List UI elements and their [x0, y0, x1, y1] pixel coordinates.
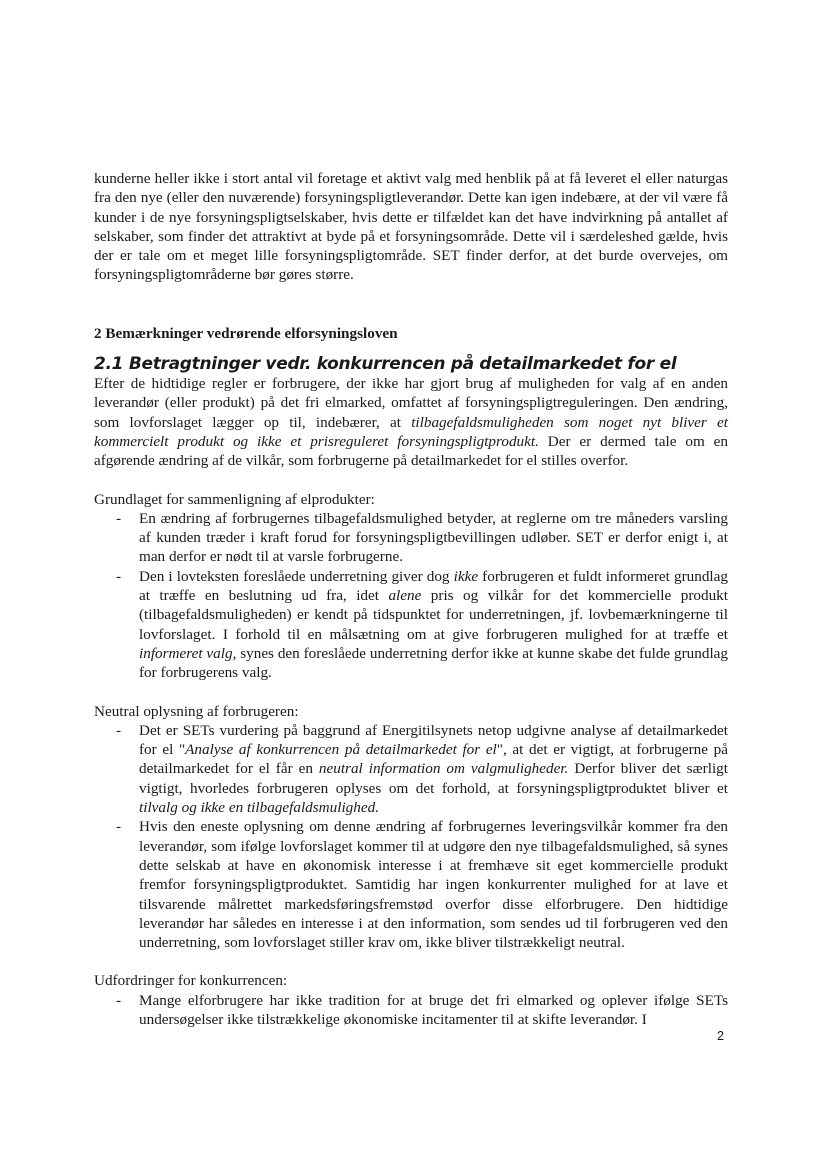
- dash-bullet: -: [116, 567, 122, 585]
- list-item-italic-text: tilvalg og ikke en tilbagefaldsmulighed.: [139, 799, 379, 817]
- list-item-text: En ændring af forbrugernes tilbagefaldsmulighed betyder, at reglerne om tre måneders varsling af kunden træder i kraft forud for forsyningspligtbevillingen udløber. SET er derfor enigt i, at man derfor er nødt til at varsle forbrugerne.: [139, 509, 728, 566]
- paragraph-text: Efter de hidtidige regler er forbrugere, der ikke har gjort brug af muligheden for valg af en anden leverandør (eller produkt) på det fri elmarked, omfattet af forsyningspligtreguleringen. Den ændring, som lovforslaget lægger op til, indebærer, at: [94, 375, 728, 431]
- list-item-text: Derfor bliver det særligt vigtigt, hvorledes forbrugeren oplyses om det forhold, at forsyningspligtproduktet bliver et: [139, 760, 728, 797]
- dash-bullet: -: [116, 991, 122, 1009]
- list-item-text: pris og vilkår for det kommercielle produkt (tilbagefaldsmuligheden) er kendt på tidspunktet for underretningen, jf. lovbemærkningerne til lovforslaget. I forhold til en målsætning om at give forbrugeren mulighed for at træffe et: [139, 587, 728, 643]
- page-number: 2: [717, 1029, 724, 1043]
- section-2-heading: 2 Bemærkninger vedrørende elforsyningsloven: [94, 324, 398, 342]
- list-item-italic-text: neutral information om valgmuligheder.: [318, 760, 569, 778]
- list-item-italic-text: ikke: [453, 567, 479, 585]
- section-2-1-paragraph: [94, 374, 728, 470]
- paragraph-text: Der er dermed tale om en afgørende ændring af de vilkår, som forbrugerne på detailmarkedet for el stilles overfor.: [94, 432, 728, 470]
- neutral-list: [94, 721, 728, 953]
- spacer: [94, 952, 728, 971]
- spacer: [94, 683, 728, 702]
- spacer: [94, 471, 728, 490]
- section-2-1-heading: 2.1 Betragtninger vedr. konkurrencen på detailmarkedet for el: [94, 354, 677, 375]
- list-item-text: ", at det er vigtigt, at forbrugerne på detailmarkedet for el får en: [139, 741, 728, 778]
- list-item: [94, 509, 728, 567]
- dash-bullet: -: [116, 818, 122, 836]
- list-item: [94, 817, 728, 952]
- list-item-text: Mange elforbrugere har ikke tradition for at bruge det fri elmarked og oplever ifølge SETs undersøgelser ikke tilstrækkelige økonomiske incitamenter til at skifte leverandør. I: [139, 991, 728, 1028]
- document-page: [94, 169, 728, 1029]
- comparison-list: [94, 509, 728, 683]
- paragraph-italic-text: tilbagefaldsmuligheden som noget nyt bliver et kommercielt produkt og ikke et prisreguleret forsyningspligtprodukt.: [94, 413, 728, 450]
- list-item-italic-text: alene: [388, 587, 422, 605]
- challenges-list: [94, 991, 728, 1030]
- list-item-text: , synes den foreslåede underretning derfor ikke at kunne skabe det fulde grundlag for forbrugerens valg.: [139, 644, 728, 682]
- neutral-label: Neutral oplysning af forbrugeren:: [94, 702, 299, 720]
- comparison-label: Grundlaget for sammenligning af elprodukter:: [94, 490, 375, 508]
- list-item-text: Den i lovteksten foreslåede underretning giver dog: [139, 567, 454, 585]
- spacer: [94, 285, 728, 324]
- challenges-label: Udfordringer for konkurrencen:: [94, 972, 288, 990]
- list-item: [94, 567, 728, 683]
- list-item-text: Hvis den eneste oplysning om denne ændring af forbrugernes leveringsvilkår kommer fra den leverandør, som ifølge lovforslaget kommer til at udgøre den nye tilbagefaldsmulighed, så synes dette selskab at have en økonomisk interesse i at fremhæve sit eget kommercielle produkt fremfor forsyningspligtproduktet. Samtidig har ingen konkurrenter mulighed for at lave et tilsvarende målrettet markedsføringsfremstød overfor disse elforbrugere. Den hidtidige leverandør har således en interesse i at den information, som sendes ud til forbrugeren ved den underretning, som lovforslaget stiller krav om, ikke bliver tilstrækkeligt neutral.: [139, 818, 728, 952]
- dash-bullet: -: [116, 721, 122, 739]
- dash-bullet: -: [116, 509, 122, 527]
- list-item-italic-text: Analyse af konkurrencen på detailmarkedet for el: [185, 741, 497, 759]
- list-item: [94, 991, 728, 1030]
- list-item-italic-text: informeret valg: [139, 644, 233, 662]
- intro-paragraph: kunderne heller ikke i stort antal vil foretage et aktivt valg med henblik på at få leveret el eller naturgas fra den nye (eller den nuværende) forsyningspligtleverandør. Dette kan igen indebære, at der vil være få kunder i de nye forsyningspligtselskaber, hvis dette er tilfældet kan det have indvirkning på antallet af selskaber, som finder det attraktivt at byde på et forsyningsområde. Dette vil i særdeleshed gælde, hvis der er tale om et meget lille forsyningspligtområde. SET finder derfor, at det burde overvejes, om forsyningspligtområderne bør gøres større.: [94, 170, 728, 284]
- list-item-text: Det er SETs vurdering på baggrund af Energitilsynets netop udgivne analyse af detailmarkedet for el ": [139, 721, 728, 759]
- list-item: [94, 721, 728, 817]
- list-item-text: forbrugeren et fuldt informeret grundlag at træffe en beslutning ud fra, idet: [139, 567, 728, 605]
